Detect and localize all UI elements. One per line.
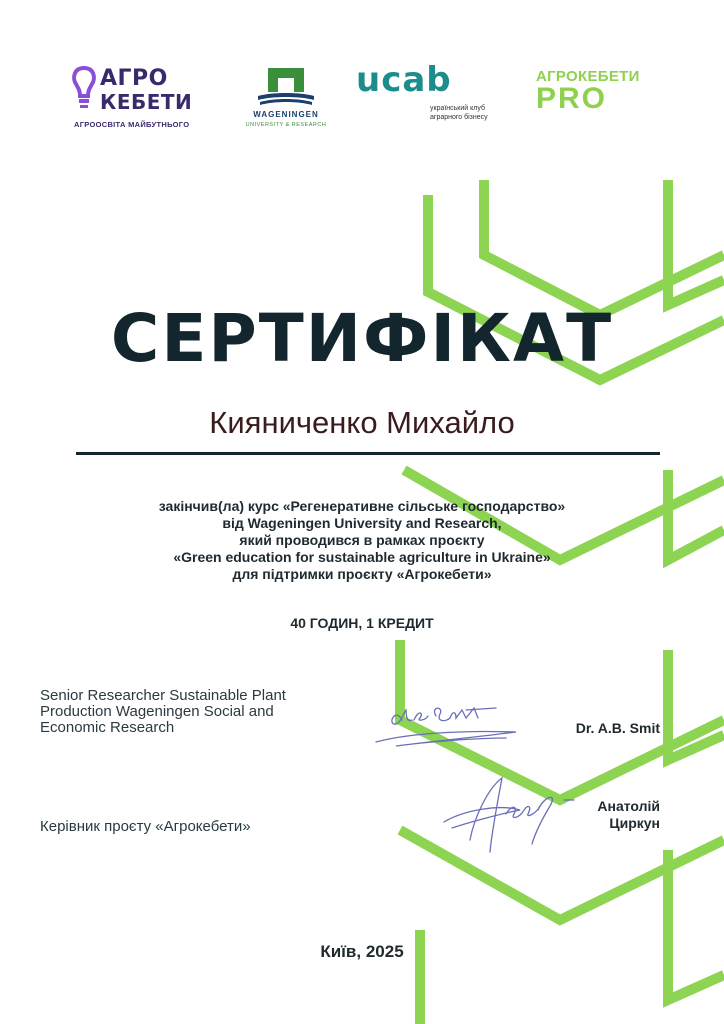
course-description-line: від Wageningen University and Research, [222,515,502,531]
signature-tsyrkun [440,770,580,860]
course-description-line: для підтримки проєкту «Агрокебети» [232,566,492,582]
course-description-line: «Green education for sustainable agriculture in Ukraine» [173,549,551,565]
place-and-year: Київ, 2025 [320,942,404,961]
signatory-2-name-line: Циркун [609,815,660,831]
agro-logo-line1: АГРО [100,66,168,91]
signatory-2-name [560,798,660,832]
signatory-2-role: Керівник проєту «Агрокебети» [40,818,251,835]
ucab-subtitle-line2: аграрного бізнесу [430,114,488,121]
pro-logo-bottom: PRO [536,82,608,115]
agro-logo-line2: КЕБЕТИ [100,90,193,114]
ucab-subtitle [430,104,488,122]
signatory-1-name: Dr. A.B. Smit [575,720,660,736]
agro-logo-subtitle: АГРООСВІТА МАЙБУТНЬОГО [74,120,190,129]
signature-smit [366,698,530,754]
wageningen-mark-icon [258,66,314,106]
signatory-1-role-line: Production Wageningen Social and [40,703,274,720]
signatory-1-role-line: Economic Research [40,719,175,736]
recipient-name: Кияниченко Михайло [209,405,515,440]
wageningen-name: WAGENINGEN [253,110,319,119]
wageningen-subtitle: UNIVERSITY & RESEARCH [245,122,327,128]
pro-logo-top: АГРОКЕБЕТИ [536,68,640,85]
course-description-line: який проводився в рамках проєкту [239,532,485,548]
ucab-subtitle-line1: український клуб [430,105,485,112]
certificate-title: СЕРТИФІКАТ [110,300,614,377]
course-hours: 40 ГОДИН, 1 КРЕДИТ [290,615,434,631]
agrokebeti-logo [70,66,210,130]
course-description-line: закінчив(ла) курс «Регенеративне сільське господарство» [158,498,566,514]
ucab-wordmark: ucab [356,60,452,100]
wageningen-logo [238,66,334,132]
agrokebeti-pro-logo [536,68,670,122]
lightbulb-icon [70,66,98,114]
signatory-1-role-line: Senior Researcher Sustainable Plant [40,687,286,704]
signatory-2-name-line: Анатолій [597,798,660,814]
signatory-1-role [40,688,360,736]
ucab-logo [356,60,516,128]
course-description [60,498,664,583]
name-underline [76,452,660,455]
